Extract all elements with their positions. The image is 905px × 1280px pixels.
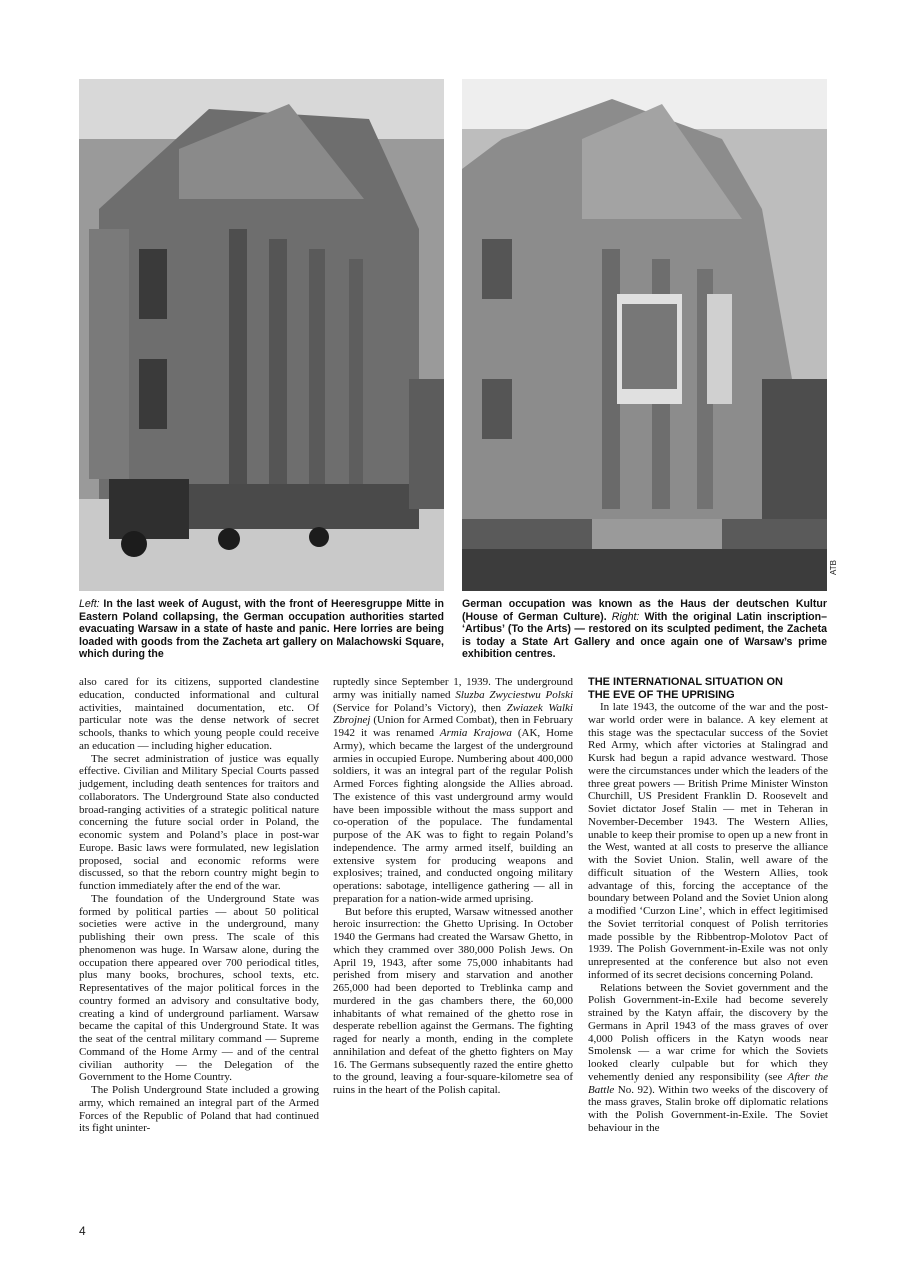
article-column-2 (333, 676, 573, 1097)
caption-left-text: In the last week of August, with the front of Heeresgruppe Mitte in Eastern Poland collapsing, the German occupation authorities started evacuating Warsaw in a state of haste and panic. Here lorries are being loaded with goods from the Zacheta art gallery on Malachowski Square, which during the (79, 598, 444, 661)
text-run: No. 92). Within two weeks of the discovery of the mass graves, Stalin broke off diplomatic relations with the Polish Government-in-Exile. The Soviet behaviour in the (588, 1083, 828, 1134)
caption-right-text-b: With the original Latin inscription– ‘Artibus’ (To the Arts) — restored on its sculpted pediment, the Zacheta is today a State Art Gallery and once again one of Warsaw’s prime exhibition centres. (462, 610, 827, 661)
article-column-1 (79, 676, 319, 1135)
text-run: Relations between the Soviet government and the Polish Government-in-Exile had become severely strained by the Katyn affair, the discovery by the Germans in April 1943 of the mass graves of over 4,000 Polish officers in the Katyn woods near Smolensk — a war crime for which the Soviets looked clearly culpable but for which they vehemently denied any responsibility (see (588, 981, 828, 1083)
photo-modern-image (462, 79, 827, 591)
paragraph (588, 982, 828, 1135)
paragraph: The Polish Underground State included a growing army, which remained an integral part of the Armed Forces of the Republic of Poland that had continued its fight uninter- (79, 1084, 319, 1135)
photo-wartime-zacheta (79, 79, 444, 591)
paragraph: The secret administration of justice was equally effective. Civilian and Military Special Courts passed judgement, including death sentences for traitors and collaborators. The Underground State also conducted broad-ranging activities of a strategic political nature concerning the future social order in Poland, the economic system and Poland’s place in post-war Europe. Basic laws were formulated, new legislation proposed, social and economic reforms were discussed, so that the reborn country might begin to function immediately after the end of the war. (79, 752, 319, 892)
paragraph: In late 1943, the outcome of the war and the post-war world order were in balance. A key element at this stage was the spectacular success of the Soviet Red Army, which after victories at Stalingrad and Kursk had begun a rapid advance westward. Those were the circumstances under which the leaders of the three great powers — British Prime Minister Winston Churchill, US President Franklin D. Roosevelt and Soviet dictator Josef Stalin — met in Teheran in November-December 1943. The Western Allies, unable to keep their promise to open up a new front in the West, wanted at all costs to preserve the alliance with the Soviet Union. Stalin, well aware of the difficult situation of the Western Allies, took advantage of this, forcing the acceptance of the boundary between Poland and the Soviet Union along a modified ‘Curzon Line’, which in effect legitimised the Soviet territorial conquest of Polish territories made possible by the Ribbentrop-Molotov Pact of 1939. The Polish Government-in-Exile was not only unrepresented at the conference but also not even informed of its secret decisions concerning Poland. (588, 701, 828, 981)
italic-term: Armia Krajowa (439, 727, 512, 739)
article-column-3 (588, 676, 828, 1135)
italic-title: After the Battle (588, 1070, 828, 1096)
paragraph: But before this erupted, Warsaw witnessed another heroic insurrection: the Ghetto Uprising. In October 1940 the Germans had created the Warsaw Ghetto, in which they crammed over 380,000 Polish Jews. On April 19, 1943, after some 75,000 inhabitants had perished from misery and starvation and another 265,000 had been deported to Treblinka camp and murdered in the gas chambers there, the 60,000 inhabitants of what remained of the ghetto rose in desperate rebellion against the Germans. The fighting raged for nearly a month, ending in the complete annihilation and defeat of the ghetto fighters on May 16. The Germans subsequently razed the entire ghetto to the ground, leaving a four-square-kilometre sea of ruins in the heart of the Polish capital. (333, 905, 573, 1096)
text-run: (AK, Home Army), which became the largest of the underground armies in occupied Europe. Numbering about 400,000 soldiers, it was an integral part of the regular Polish Armed Forces fighting alongside the Allies abroad. The existence of this vast underground army would have been impossible without the mass support and co-operation of the populace. The fundamental purpose of the AK was to fight to regain Poland’s independence. The army armed itself, building an extensive system for producing weapons and explosives; trained, and conducted ongoing military operations: sabotage, intelligence gathering — all in preparation for a nation-wide armed uprising. (333, 727, 573, 905)
text-run: (Service for Poland’s Victory), then (333, 701, 507, 714)
text-run: ruptedly since September 1, 1939. The underground army was initially named (333, 676, 573, 701)
caption-left-lead: Left: (79, 598, 100, 610)
italic-term: Sluzba Zwyciestwu Polski (455, 688, 574, 701)
photo-wartime-image (79, 79, 444, 591)
section-heading-line-2: THE EVE OF THE UPRISING (588, 688, 735, 701)
italic-term: Zwiazek Walki Zbrojnej (333, 701, 573, 727)
section-heading (588, 676, 828, 701)
photo-modern-zacheta (462, 79, 827, 591)
text-run: (Union for Armed Combat), then in February 1942 it was renamed (333, 714, 573, 739)
paragraph: The foundation of the Underground State was formed by political parties — about 50 political societies were active in the underground, many publishing their own press. The scale of this phenomenon was huge. In Warsaw alone, during the occupation there appeared over 700 periodical titles, plus many books, brochures, school texts, etc. Representatives of the major political forces in the country formed an advisory and consultative body, creating a kind of underground parliament. Warsaw became the capital of this Underground State. It was the seat of the central military command — Supreme Command of the Home Army — and of the central civilian authority — the Delegation of the Government to the Home Country. (79, 892, 319, 1084)
caption-right-lead: Right: (611, 610, 640, 623)
paragraph: also cared for its citizens, supported clandestine education, conducted informational and cultural activities, maintained documentation, etc. Of particular note was the dense network of secret schools, thanks to which young people could receive an education — including higher education. (79, 676, 319, 752)
caption-right (462, 598, 827, 661)
page-number: 4 (79, 1224, 86, 1238)
caption-left (79, 598, 444, 661)
section-heading-line-1: THE INTERNATIONAL SITUATION ON (588, 676, 783, 688)
photo-credit: ATB (829, 560, 838, 575)
paragraph (333, 676, 573, 906)
caption-right-text-a: German occupation was known as the Haus der deutschen Kultur (House of German Culture). (462, 598, 827, 623)
